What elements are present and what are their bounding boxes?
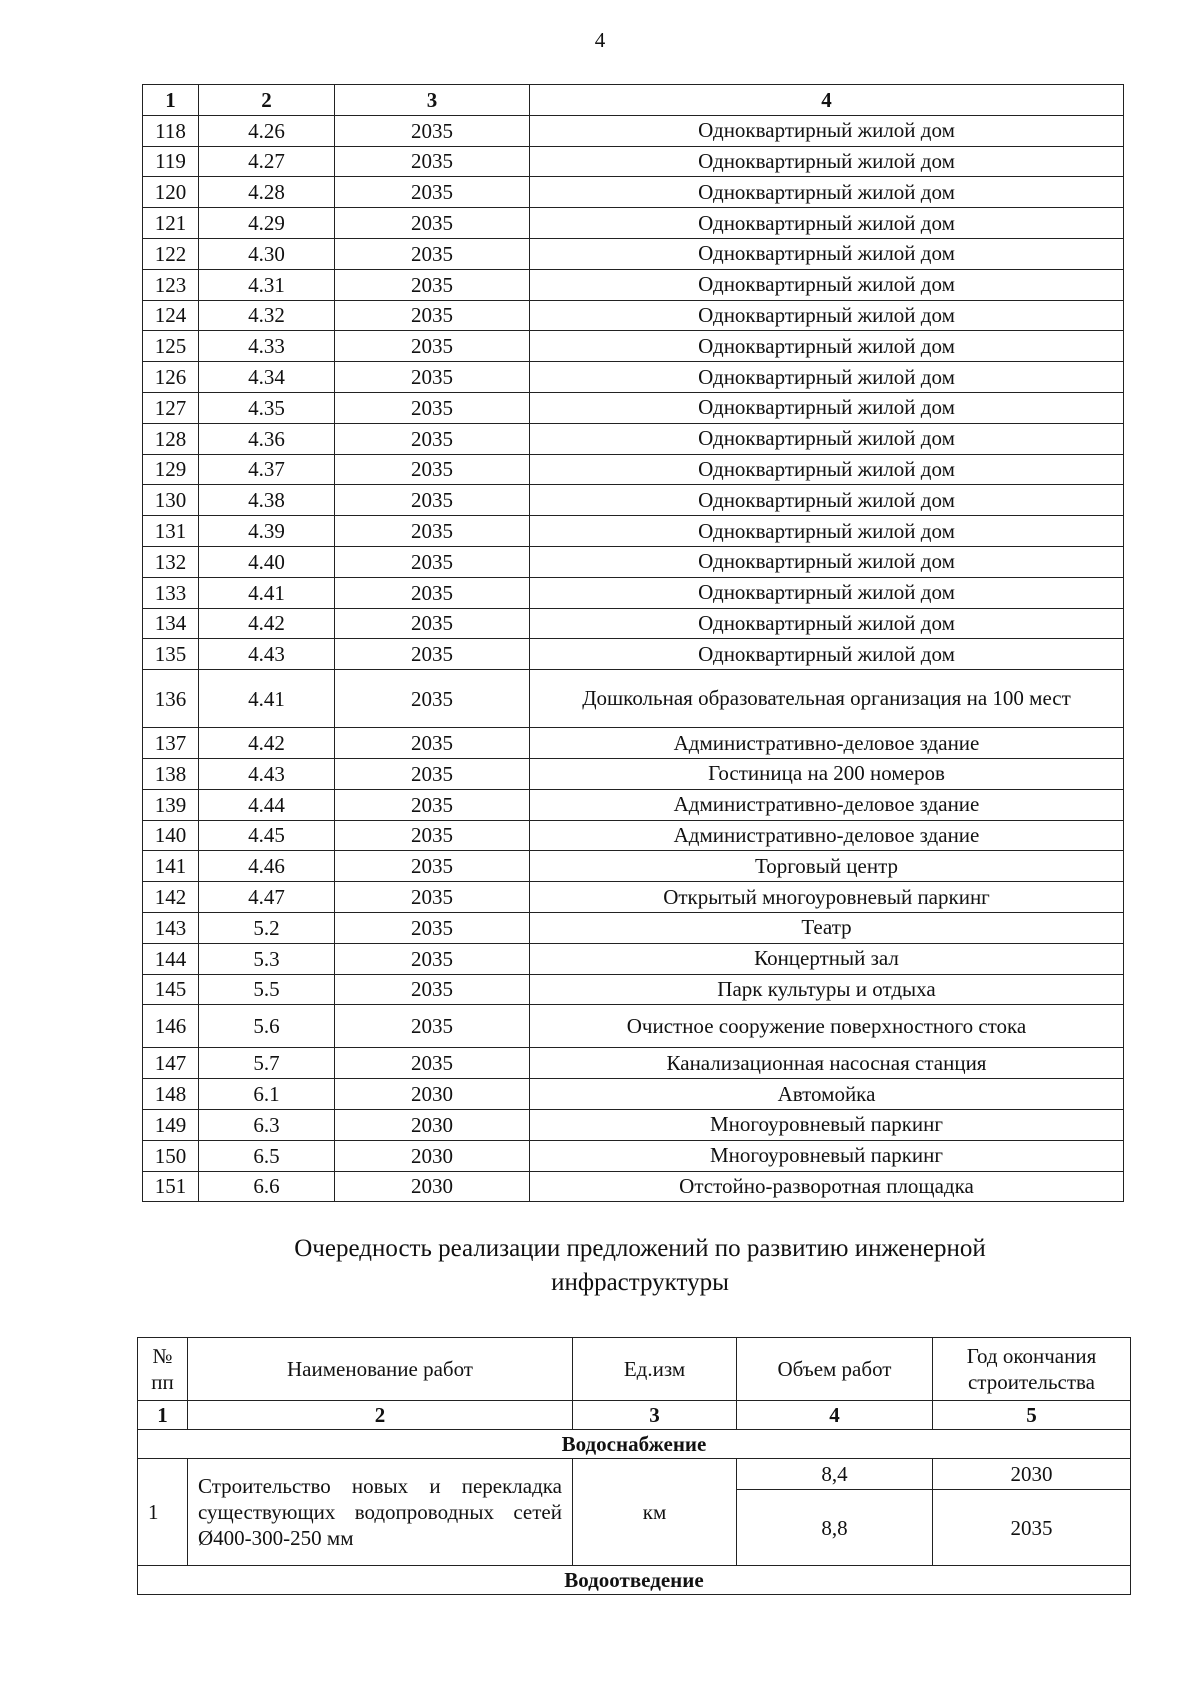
table-row <box>143 820 1124 851</box>
table-row <box>143 789 1124 820</box>
object-name: Одноквартирный жилой дом <box>530 423 1124 454</box>
object-year: 2030 <box>335 1140 530 1171</box>
row-number: 1 <box>138 1459 188 1566</box>
object-name: Театр <box>530 912 1124 943</box>
object-code: 4.34 <box>199 362 335 393</box>
object-name: Одноквартирный жилой дом <box>530 485 1124 516</box>
object-name: Одноквартирный жилой дом <box>530 577 1124 608</box>
row-number: 138 <box>143 758 199 789</box>
object-code: 4.43 <box>199 758 335 789</box>
object-name: Многоуровневый паркинг <box>530 1109 1124 1140</box>
object-name: Одноквартирный жилой дом <box>530 608 1124 639</box>
object-code: 5.7 <box>199 1048 335 1079</box>
object-name: Одноквартирный жилой дом <box>530 300 1124 331</box>
row-number: 137 <box>143 728 199 759</box>
col-number: 3 <box>573 1401 737 1430</box>
object-code: 4.42 <box>199 608 335 639</box>
object-year: 2035 <box>335 639 530 670</box>
header-col-3: 3 <box>335 85 530 116</box>
object-year: 2035 <box>335 758 530 789</box>
row-number: 144 <box>143 943 199 974</box>
object-code: 4.45 <box>199 820 335 851</box>
object-code: 5.2 <box>199 912 335 943</box>
table-row <box>143 974 1124 1005</box>
object-name: Одноквартирный жилой дом <box>530 392 1124 423</box>
object-code: 6.6 <box>199 1171 335 1202</box>
object-year: 2035 <box>335 851 530 882</box>
table-row <box>143 423 1124 454</box>
object-year: 2035 <box>335 208 530 239</box>
table-row <box>143 912 1124 943</box>
col-number: 1 <box>138 1401 188 1430</box>
infrastructure-table <box>137 1337 1131 1595</box>
object-year: 2035 <box>335 882 530 913</box>
row-number: 151 <box>143 1171 199 1202</box>
header-volume: Объем работ <box>737 1338 933 1401</box>
object-year: 2035 <box>335 1048 530 1079</box>
object-name: Торговый центр <box>530 851 1124 882</box>
unit-cell: км <box>573 1459 737 1566</box>
object-code: 4.41 <box>199 670 335 728</box>
object-year: 2035 <box>335 177 530 208</box>
table-row <box>143 362 1124 393</box>
table-row <box>143 177 1124 208</box>
row-number: 129 <box>143 454 199 485</box>
object-code: 6.5 <box>199 1140 335 1171</box>
object-name: Отстойно-разворотная площадка <box>530 1171 1124 1202</box>
object-name: Административно-деловое здание <box>530 728 1124 759</box>
header-num: № пп <box>138 1338 188 1401</box>
object-name: Одноквартирный жилой дом <box>530 454 1124 485</box>
table-row <box>143 392 1124 423</box>
row-number: 124 <box>143 300 199 331</box>
object-code: 4.38 <box>199 485 335 516</box>
object-year: 2035 <box>335 362 530 393</box>
sewerage-section-row <box>138 1566 1131 1595</box>
object-name: Автомойка <box>530 1079 1124 1110</box>
col-number: 2 <box>188 1401 573 1430</box>
water-supply-title: Водоснабжение <box>138 1430 1131 1459</box>
object-code: 4.37 <box>199 454 335 485</box>
object-name: Административно-деловое здание <box>530 820 1124 851</box>
row-number: 131 <box>143 516 199 547</box>
object-year: 2035 <box>335 608 530 639</box>
object-year: 2035 <box>335 392 530 423</box>
volume-cell: 8,4 <box>737 1459 933 1490</box>
objects-table <box>142 84 1124 1202</box>
table-row <box>143 758 1124 789</box>
header-col-1: 1 <box>143 85 199 116</box>
object-name: Дошкольная образовательная организация на 100 мест <box>530 670 1124 728</box>
table-row <box>143 331 1124 362</box>
object-year: 2035 <box>335 670 530 728</box>
object-name: Очистное сооружение поверхностного стока <box>530 1005 1124 1048</box>
header-col-2: 2 <box>199 85 335 116</box>
object-name: Одноквартирный жилой дом <box>530 269 1124 300</box>
table-row <box>143 1109 1124 1140</box>
row-number: 132 <box>143 546 199 577</box>
table-row <box>143 882 1124 913</box>
object-code: 6.1 <box>199 1079 335 1110</box>
row-number: 139 <box>143 789 199 820</box>
object-year: 2035 <box>335 331 530 362</box>
object-code: 5.6 <box>199 1005 335 1048</box>
object-name: Одноквартирный жилой дом <box>530 516 1124 547</box>
row-number: 140 <box>143 820 199 851</box>
object-code: 4.47 <box>199 882 335 913</box>
object-code: 4.42 <box>199 728 335 759</box>
object-code: 5.3 <box>199 943 335 974</box>
object-name: Одноквартирный жилой дом <box>530 177 1124 208</box>
row-number: 121 <box>143 208 199 239</box>
object-year: 2030 <box>335 1109 530 1140</box>
page-number: 4 <box>594 28 606 52</box>
row-number: 125 <box>143 331 199 362</box>
volume-cell: 8,8 <box>737 1490 933 1566</box>
object-year: 2035 <box>335 789 530 820</box>
row-number: 146 <box>143 1005 199 1048</box>
table-row <box>143 943 1124 974</box>
row-number: 133 <box>143 577 199 608</box>
object-code: 5.5 <box>199 974 335 1005</box>
object-year: 2035 <box>335 423 530 454</box>
object-code: 4.26 <box>199 115 335 146</box>
object-name: Административно-деловое здание <box>530 789 1124 820</box>
object-code: 4.43 <box>199 639 335 670</box>
object-year: 2035 <box>335 577 530 608</box>
row-number: 120 <box>143 177 199 208</box>
object-code: 4.40 <box>199 546 335 577</box>
water-supply-row-1 <box>138 1459 1131 1490</box>
object-name: Одноквартирный жилой дом <box>530 146 1124 177</box>
object-year: 2035 <box>335 912 530 943</box>
table-row <box>143 269 1124 300</box>
object-name: Одноквартирный жилой дом <box>530 208 1124 239</box>
header-year: Год окончания строительства <box>933 1338 1131 1401</box>
row-number: 142 <box>143 882 199 913</box>
object-code: 6.3 <box>199 1109 335 1140</box>
infra-header-row <box>138 1338 1131 1401</box>
object-year: 2035 <box>335 146 530 177</box>
row-number: 122 <box>143 238 199 269</box>
work-description: Строительство новых и перекладка существующих водопроводных сетей Ø400-300-250 мм <box>188 1459 573 1566</box>
object-code: 4.33 <box>199 331 335 362</box>
sewerage-title: Водоотведение <box>138 1566 1131 1595</box>
object-year: 2035 <box>335 728 530 759</box>
object-code: 4.36 <box>199 423 335 454</box>
row-number: 148 <box>143 1079 199 1110</box>
object-code: 4.31 <box>199 269 335 300</box>
header-unit: Ед.изм <box>573 1338 737 1401</box>
object-code: 4.29 <box>199 208 335 239</box>
year-cell: 2035 <box>933 1490 1131 1566</box>
row-number: 118 <box>143 115 199 146</box>
row-number: 119 <box>143 146 199 177</box>
column-number-row <box>138 1401 1131 1430</box>
row-number: 134 <box>143 608 199 639</box>
object-code: 4.27 <box>199 146 335 177</box>
table-row <box>143 639 1124 670</box>
object-code: 4.30 <box>199 238 335 269</box>
table-row <box>143 670 1124 728</box>
object-year: 2035 <box>335 974 530 1005</box>
row-number: 135 <box>143 639 199 670</box>
objects-body <box>143 115 1124 1202</box>
table-row <box>143 1140 1124 1171</box>
object-name: Одноквартирный жилой дом <box>530 639 1124 670</box>
object-year: 2035 <box>335 269 530 300</box>
row-number: 150 <box>143 1140 199 1171</box>
table-row <box>143 851 1124 882</box>
table-row <box>143 146 1124 177</box>
table-row <box>143 1079 1124 1110</box>
object-name: Одноквартирный жилой дом <box>530 115 1124 146</box>
table-row <box>143 485 1124 516</box>
table-row <box>143 1005 1124 1048</box>
table-row <box>143 1171 1124 1202</box>
col-number: 4 <box>737 1401 933 1430</box>
table-row <box>143 115 1124 146</box>
table-row <box>143 208 1124 239</box>
row-number: 145 <box>143 974 199 1005</box>
row-number: 147 <box>143 1048 199 1079</box>
object-code: 4.46 <box>199 851 335 882</box>
table-row <box>143 546 1124 577</box>
row-number: 126 <box>143 362 199 393</box>
table-row <box>143 516 1124 547</box>
table-row <box>143 1048 1124 1079</box>
object-name: Многоуровневый паркинг <box>530 1140 1124 1171</box>
object-year: 2035 <box>335 485 530 516</box>
year-cell: 2030 <box>933 1459 1131 1490</box>
object-name: Парк культуры и отдыха <box>530 974 1124 1005</box>
object-name: Одноквартирный жилой дом <box>530 331 1124 362</box>
object-name: Концертный зал <box>530 943 1124 974</box>
object-code: 4.32 <box>199 300 335 331</box>
row-number: 141 <box>143 851 199 882</box>
row-number: 149 <box>143 1109 199 1140</box>
object-year: 2035 <box>335 943 530 974</box>
object-code: 4.28 <box>199 177 335 208</box>
object-name: Одноквартирный жилой дом <box>530 362 1124 393</box>
object-year: 2035 <box>335 1005 530 1048</box>
object-year: 2035 <box>335 454 530 485</box>
row-number: 143 <box>143 912 199 943</box>
table-row <box>143 300 1124 331</box>
row-number: 127 <box>143 392 199 423</box>
object-year: 2030 <box>335 1079 530 1110</box>
object-name: Открытый многоуровневый паркинг <box>530 882 1124 913</box>
table-row <box>143 577 1124 608</box>
header-work: Наименование работ <box>188 1338 573 1401</box>
object-code: 4.39 <box>199 516 335 547</box>
object-name: Канализационная насосная станция <box>530 1048 1124 1079</box>
table-row <box>143 454 1124 485</box>
object-name: Гостиница на 200 номеров <box>530 758 1124 789</box>
object-year: 2035 <box>335 546 530 577</box>
table-row <box>143 608 1124 639</box>
object-year: 2035 <box>335 300 530 331</box>
col-number: 5 <box>933 1401 1131 1430</box>
header-col-4: 4 <box>530 85 1124 116</box>
object-name: Одноквартирный жилой дом <box>530 238 1124 269</box>
object-year: 2035 <box>335 238 530 269</box>
object-year: 2035 <box>335 820 530 851</box>
object-year: 2035 <box>335 115 530 146</box>
row-number: 128 <box>143 423 199 454</box>
object-code: 4.41 <box>199 577 335 608</box>
table-row <box>143 238 1124 269</box>
object-year: 2035 <box>335 516 530 547</box>
row-number: 123 <box>143 269 199 300</box>
section-title: Очередность реализации предложений по развитию инженерной инфраструктуры <box>294 1235 986 1296</box>
table-row <box>143 728 1124 759</box>
object-code: 4.35 <box>199 392 335 423</box>
row-number: 136 <box>143 670 199 728</box>
object-code: 4.44 <box>199 789 335 820</box>
water-supply-section-row <box>138 1430 1131 1459</box>
row-number: 130 <box>143 485 199 516</box>
objects-header-row <box>143 85 1124 116</box>
object-name: Одноквартирный жилой дом <box>530 546 1124 577</box>
object-year: 2030 <box>335 1171 530 1202</box>
